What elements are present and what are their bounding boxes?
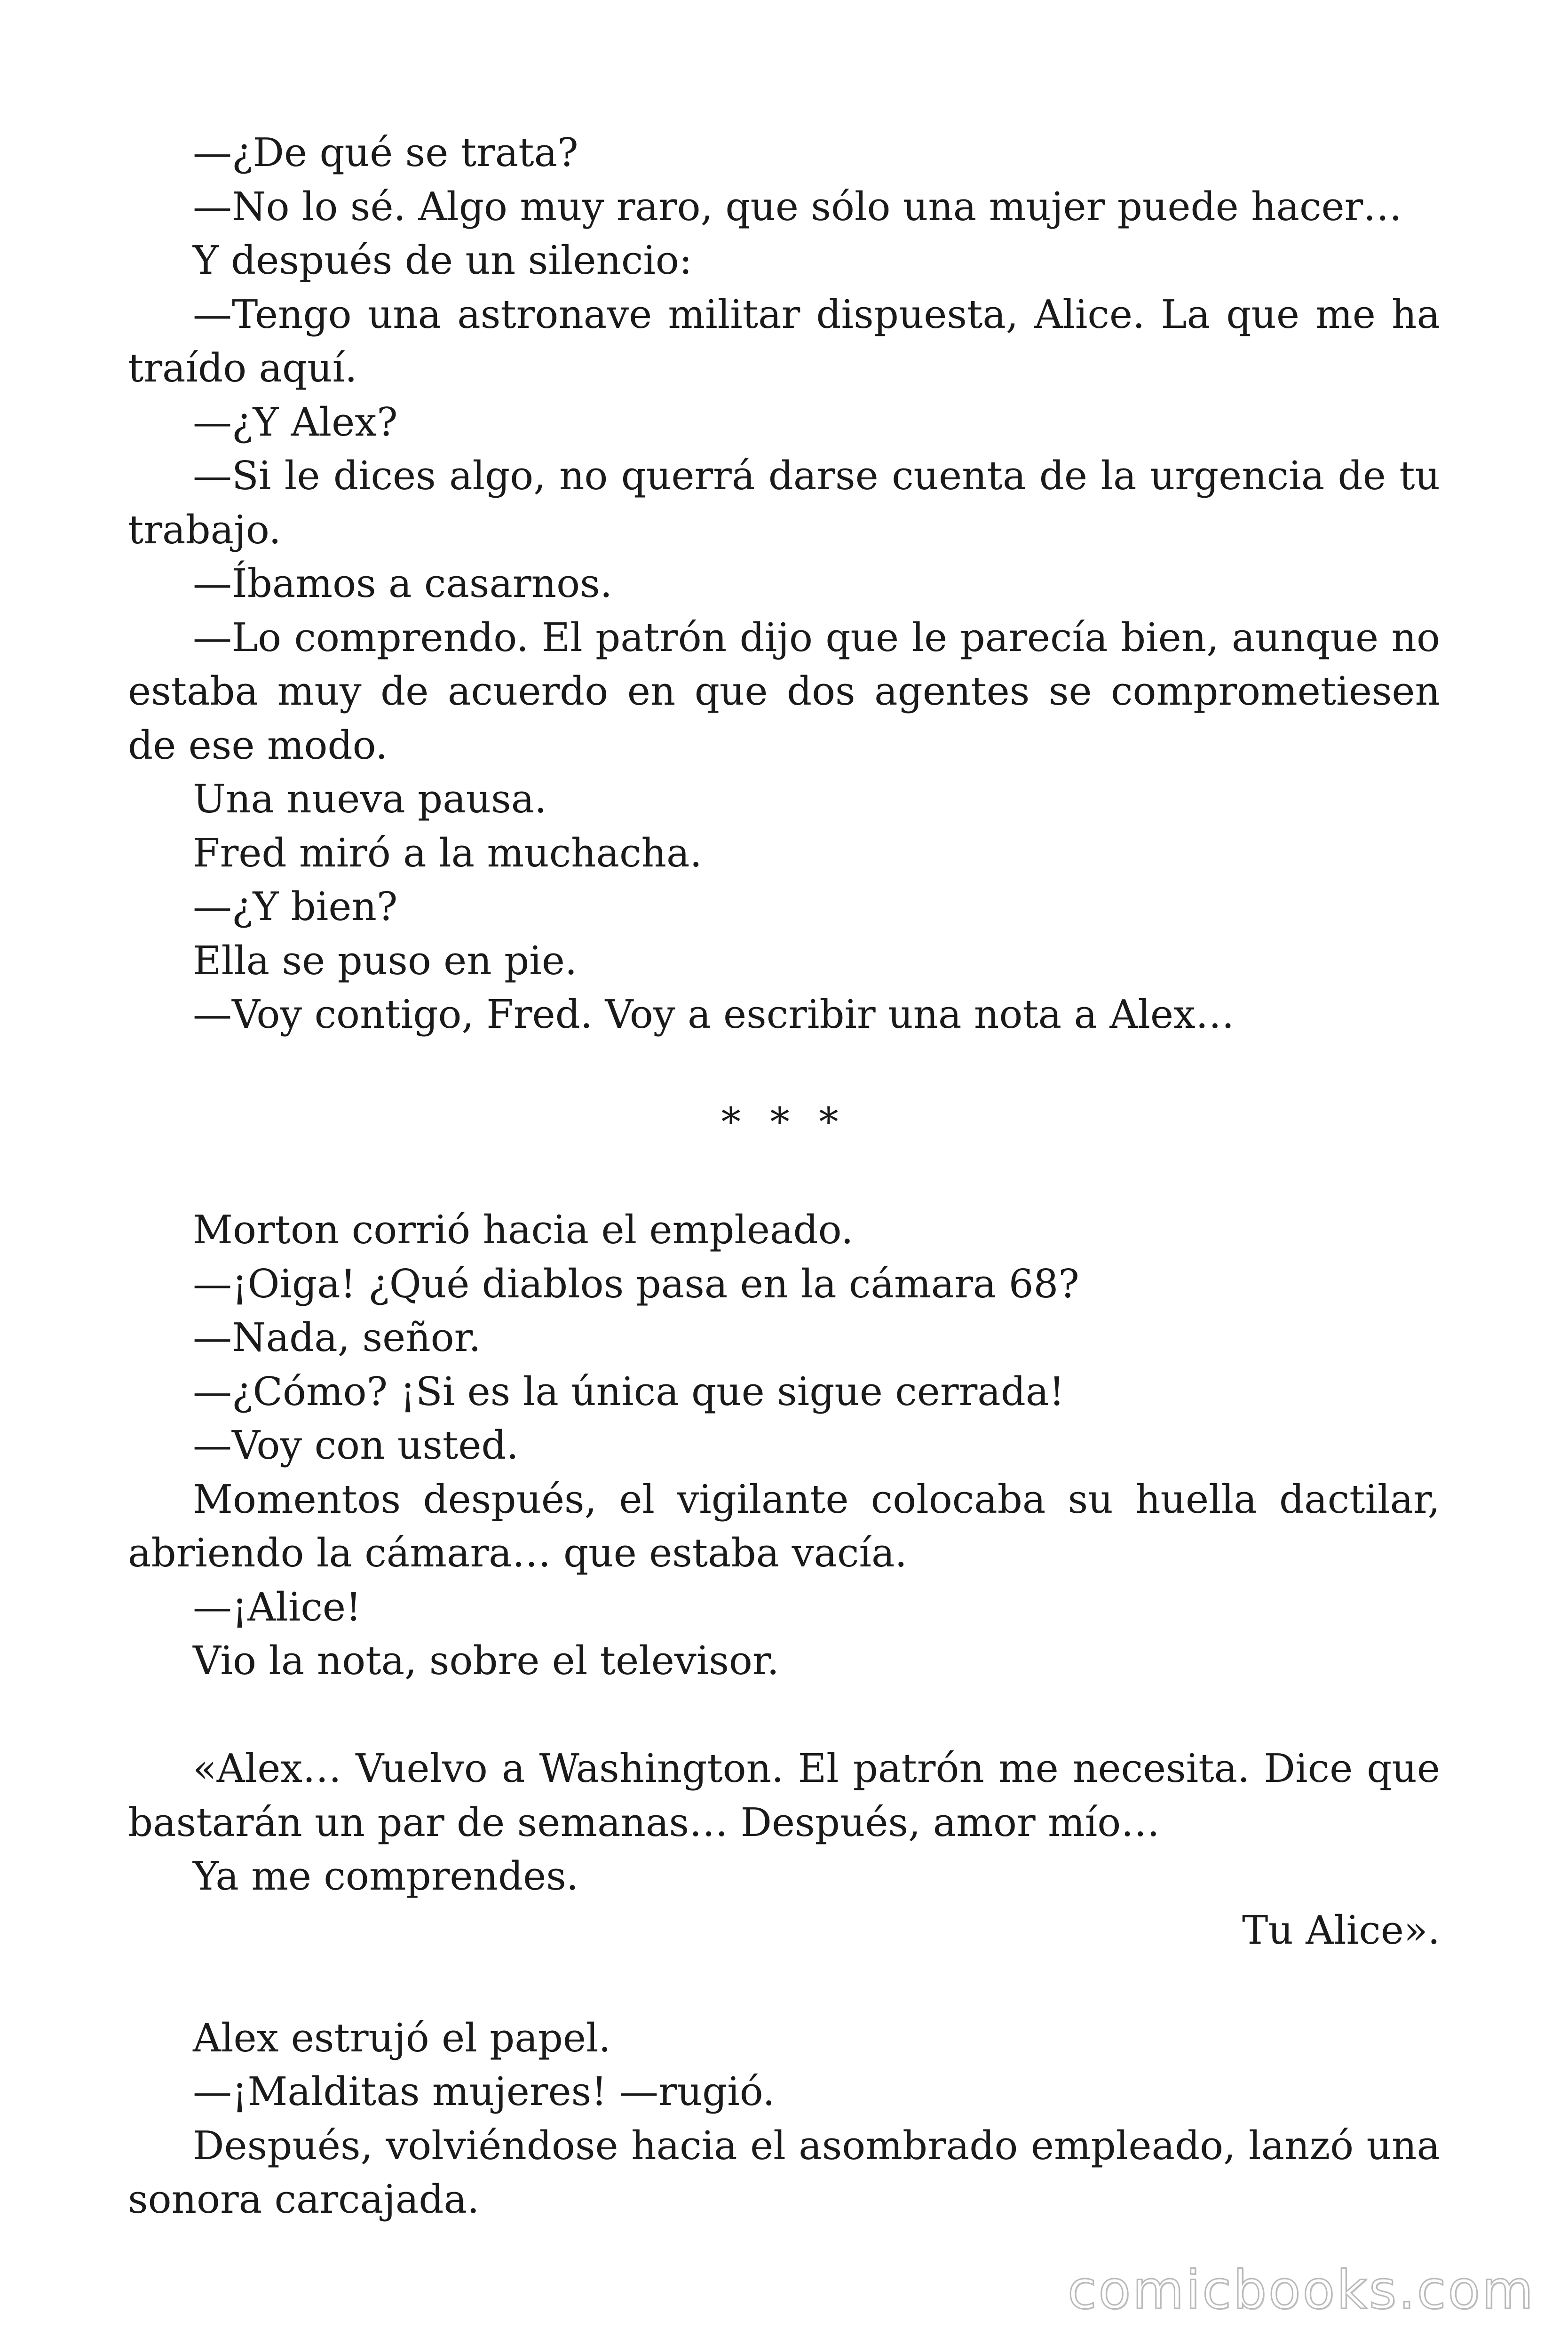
paragraph: Vio la nota, sobre el televisor. xyxy=(193,1638,779,1684)
paragraph: —Íbamos a casarnos. xyxy=(193,561,613,606)
section-separator: * * * xyxy=(721,1099,847,1145)
paragraph: —¿De qué se trata? xyxy=(193,130,578,175)
paragraph: Morton corrió hacia el empleado. xyxy=(193,1207,854,1253)
paragraph: Una nueva pausa. xyxy=(193,776,547,822)
watermark: comicbooks.com xyxy=(1067,2260,1535,2321)
paragraph: —Lo comprendo. El patrón dijo que le parecía bien, aunque no estaba muy de acuerdo en que dos agentes se comprometiesen de ese modo. xyxy=(128,614,1440,768)
paragraph: —¿Y Alex? xyxy=(193,399,398,445)
paragraph: —No lo sé. Algo muy raro, que sólo una mujer puede hacer… xyxy=(193,183,1402,230)
paragraph: —¡Malditas mujeres! —rugió. xyxy=(193,2069,775,2114)
spacer xyxy=(128,1042,1440,1096)
paragraph: Y después de un silencio: xyxy=(193,238,692,283)
letter-paragraph: «Alex… Vuelvo a Washington. El patrón me necesita. Dice que bastarán un par de semanas… Después, amor mío… xyxy=(128,1746,1440,1845)
paragraph: Ella se puso en pie. xyxy=(193,938,578,984)
paragraph: —¡Oiga! ¿Qué diablos pasa en la cámara 68? xyxy=(193,1261,1079,1307)
paragraph: Después, volviéndose hacia el asombrado empleado, lanzó una sonora carcajada. xyxy=(128,2122,1440,2222)
letter-signature: Tu Alice». xyxy=(1242,1907,1440,1953)
paragraph: —Tengo una astronave militar dispuesta, Alice. La que me ha traído aquí. xyxy=(128,291,1440,391)
paragraph: —¿Y bien? xyxy=(193,884,398,930)
paragraph: —¿Cómo? ¡Si es la única que sigue cerrada! xyxy=(193,1368,1065,1414)
paragraph: —Nada, señor. xyxy=(193,1315,481,1360)
paragraph: Alex estrujó el papel. xyxy=(193,2015,611,2061)
paragraph: Fred miró a la muchacha. xyxy=(193,830,702,876)
paragraph: Momentos después, el vigilante colocaba su huella dactilar, abriendo la cámara… que estaba vacía. xyxy=(128,1476,1440,1576)
spacer xyxy=(128,1150,1440,1204)
paragraph: —Si le dices algo, no querrá darse cuenta de la urgencia de tu trabajo. xyxy=(128,453,1440,553)
book-page xyxy=(128,126,1440,2227)
paragraph: —Voy contigo, Fred. Voy a escribir una nota a Alex… xyxy=(193,992,1235,1037)
paragraph: —Voy con usted. xyxy=(193,1422,519,1468)
spacer xyxy=(128,1957,1440,2011)
paragraph: —¡Alice! xyxy=(193,1584,362,1630)
spacer xyxy=(128,1688,1440,1742)
letter-paragraph: Ya me comprendes. xyxy=(193,1853,579,1899)
